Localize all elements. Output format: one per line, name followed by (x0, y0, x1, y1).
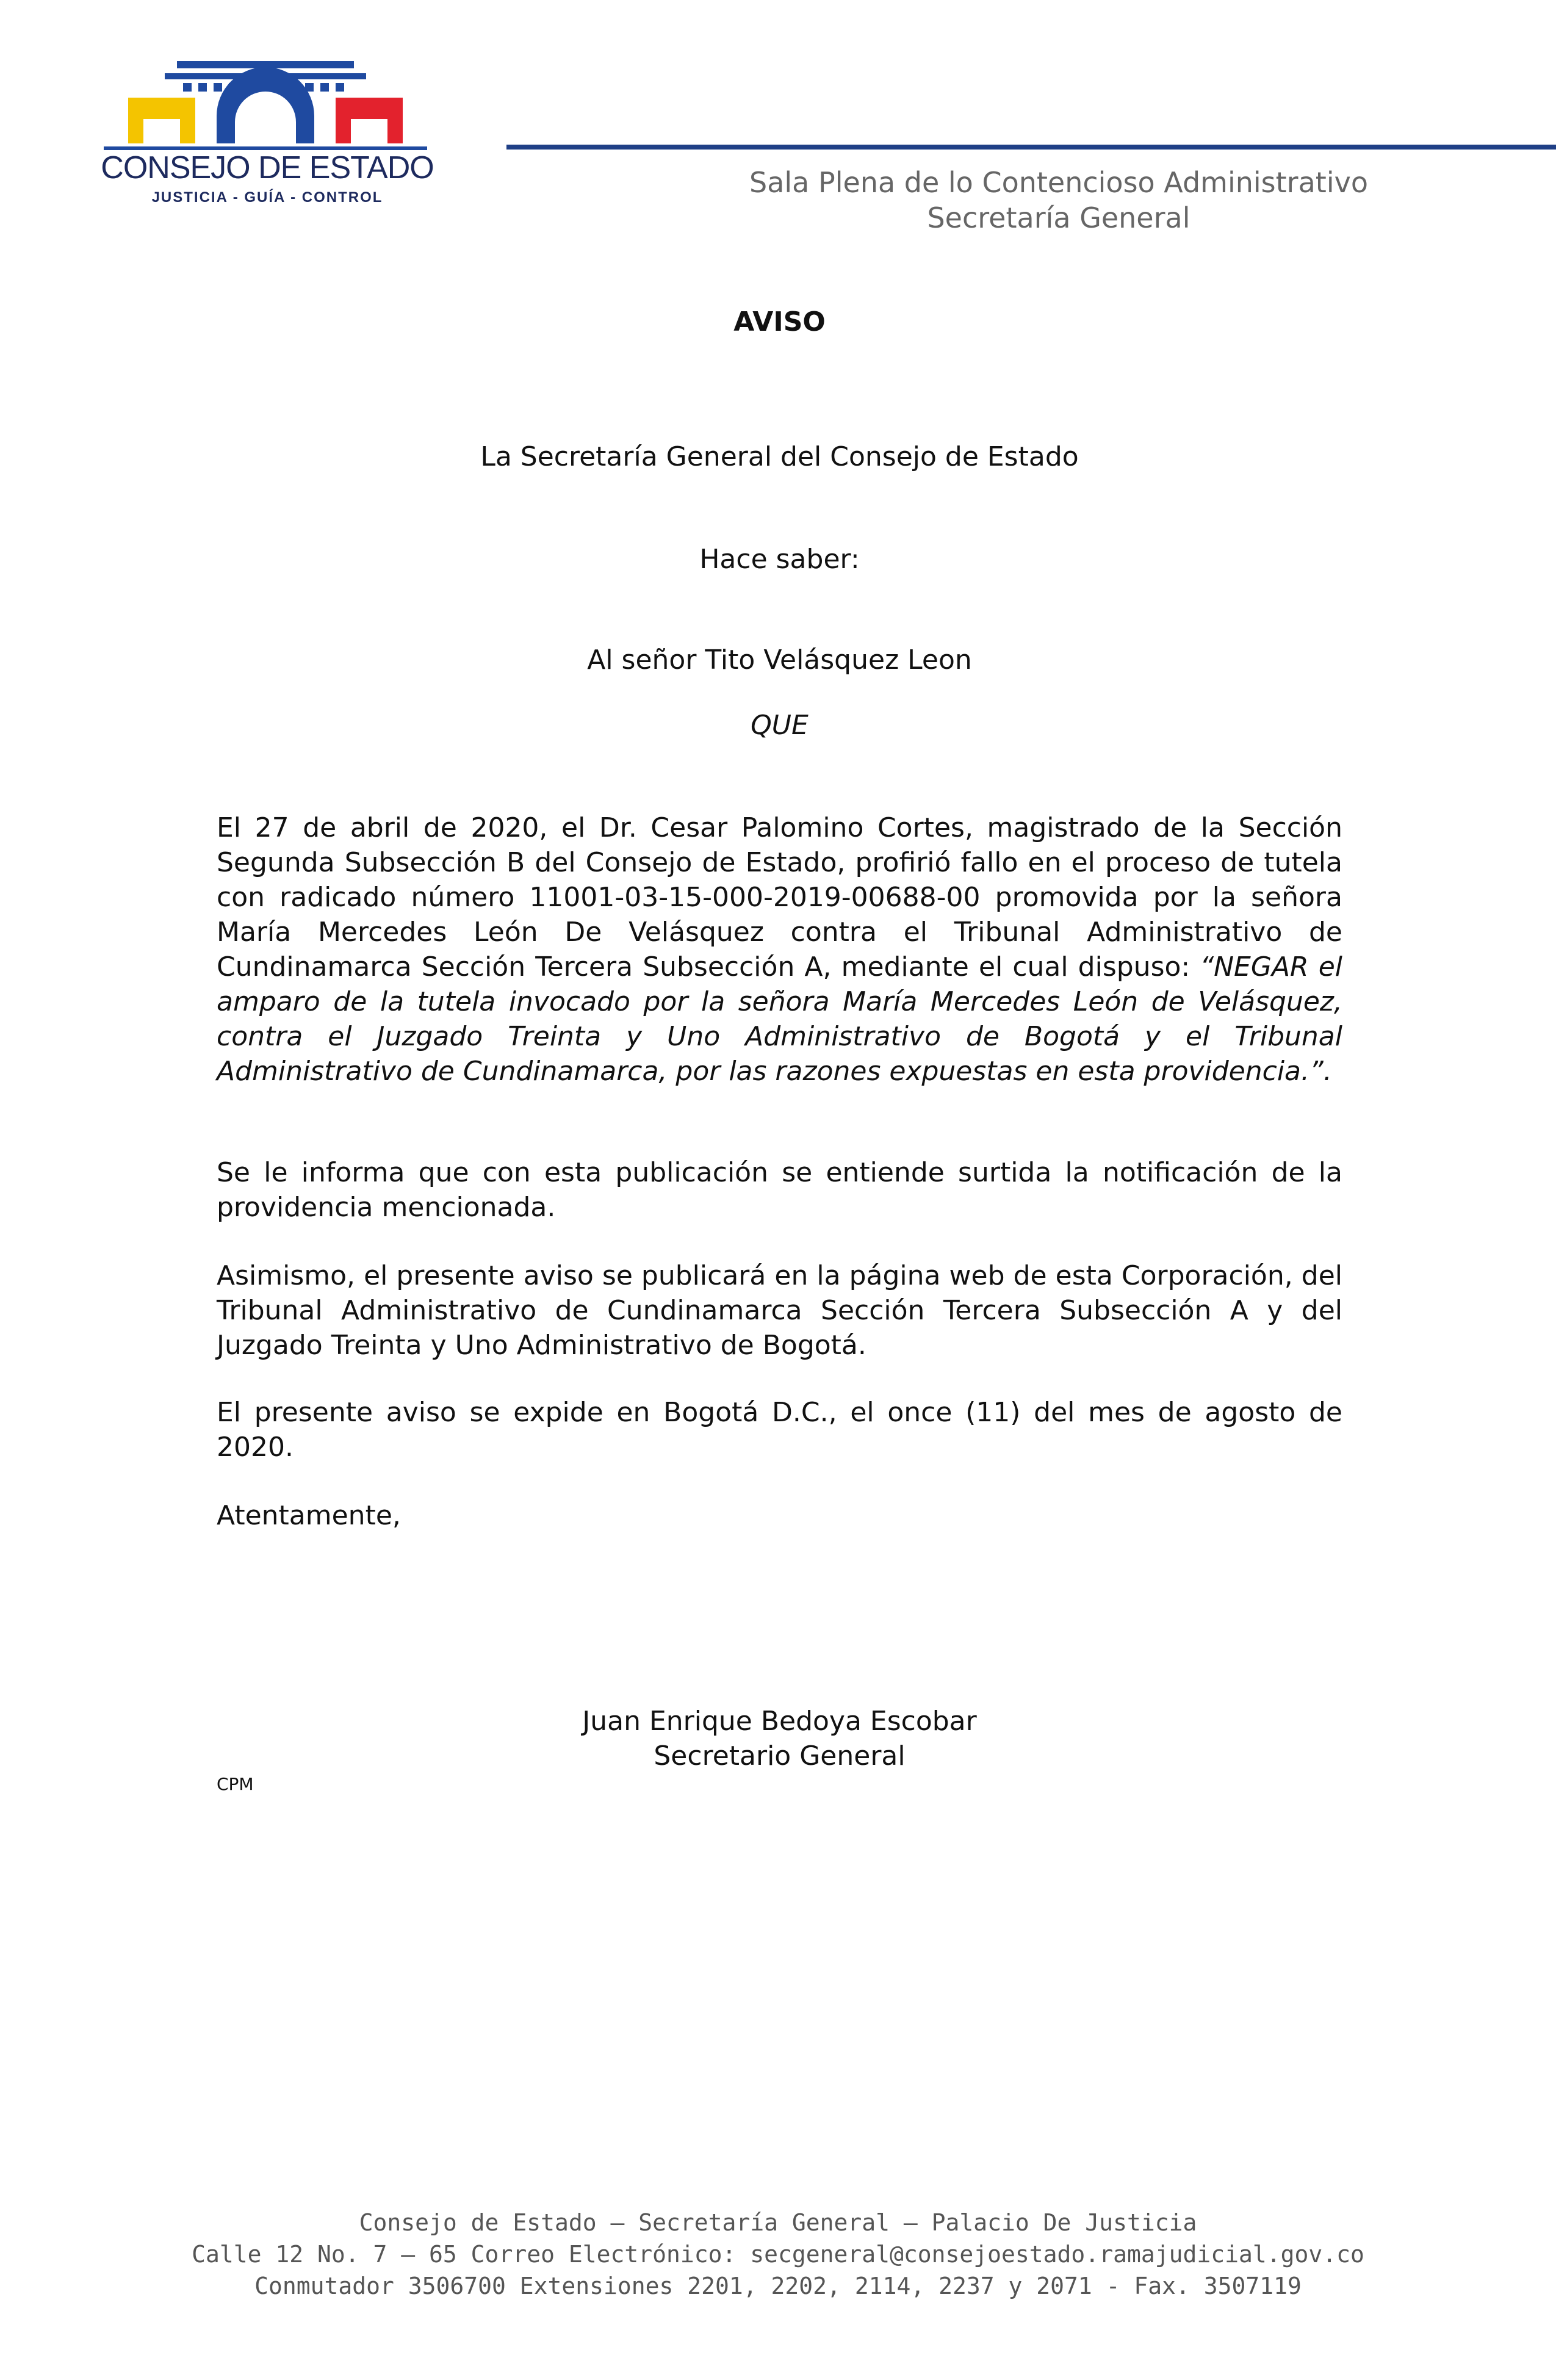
notice-addressee: Al señor Tito Velásquez Leon (587, 644, 972, 676)
paragraph-ruling (217, 810, 1342, 1089)
signer-title: Secretario General (654, 1740, 906, 1772)
footer-address-line2: Calle 12 No. 7 – 65 Correo Electrónico: secgeneral@consejoestado.ramajudicial.gov.co (192, 2241, 1364, 2268)
notice-title: AVISO (733, 306, 826, 337)
ruling-text: El 27 de abril de 2020, el Dr. Cesar Palomino Cortes, magistrado de la Sección Segunda Subsección B del Consejo de Estado, profirió fallo en el proceso de tutela con radicado número 11001-03-15-000-2019-00688-00 promovida por la señora María Mercedes León De Velásquez contra el Tribunal Administrativo de Cundinamarca Sección Tercera Subsección A, mediante el cual dispuso: (217, 812, 1342, 983)
paragraph-publication: Asimismo, el presente aviso se publicará en la página web de esta Corporación, del Tribunal Administrativo de Cundinamarca Sección Tercera Subsección A y del Juzgado Treinta y Uno Administrativo de Bogotá. (217, 1260, 1342, 1361)
notice-hace-saber: Hace saber: (699, 544, 860, 575)
paragraph-notification: Se le informa que con esta publicación se entiende surtida la notificación de la providencia mencionada. (217, 1157, 1342, 1223)
notice-issuer: La Secretaría General del Consejo de Estado (480, 441, 1079, 472)
closing: Atentamente, (217, 1500, 401, 1531)
notice-que: QUE (751, 710, 809, 741)
logo-motto: JUSTICIA - GUÍA - CONTROL (151, 189, 383, 206)
ruling-quote: “NEGAR el amparo de la tutela invocado por la señora María Mercedes León de Velásquez, contra el Juzgado Treinta y Uno Administrativo de Bogotá y el Tribunal Administrativo de Cundinamarca, por las razones expuestas en esta providencia.”. (217, 951, 1343, 1087)
footer-address-line1: Consejo de Estado – Secretaría General – Palacio De Justicia (359, 2209, 1197, 2236)
paragraph-issued: El presente aviso se expide en Bogotá D.C., el once (11) del mes de agosto de 2020. (217, 1397, 1342, 1463)
header-chamber: Sala Plena de lo Contencioso Administrativo (749, 166, 1368, 199)
header-rule (506, 145, 1556, 150)
header-office: Secretaría General (927, 201, 1190, 234)
logo-name: CONSEJO DE ESTADO (101, 150, 434, 186)
initials: CPM (217, 1774, 254, 1794)
footer-contact-line: Conmutador 3506700 Extensiones 2201, 2202, 2114, 2237 y 2071 - Fax. 3507119 (254, 2273, 1302, 2299)
signer-name: Juan Enrique Bedoya Escobar (582, 1706, 977, 1737)
